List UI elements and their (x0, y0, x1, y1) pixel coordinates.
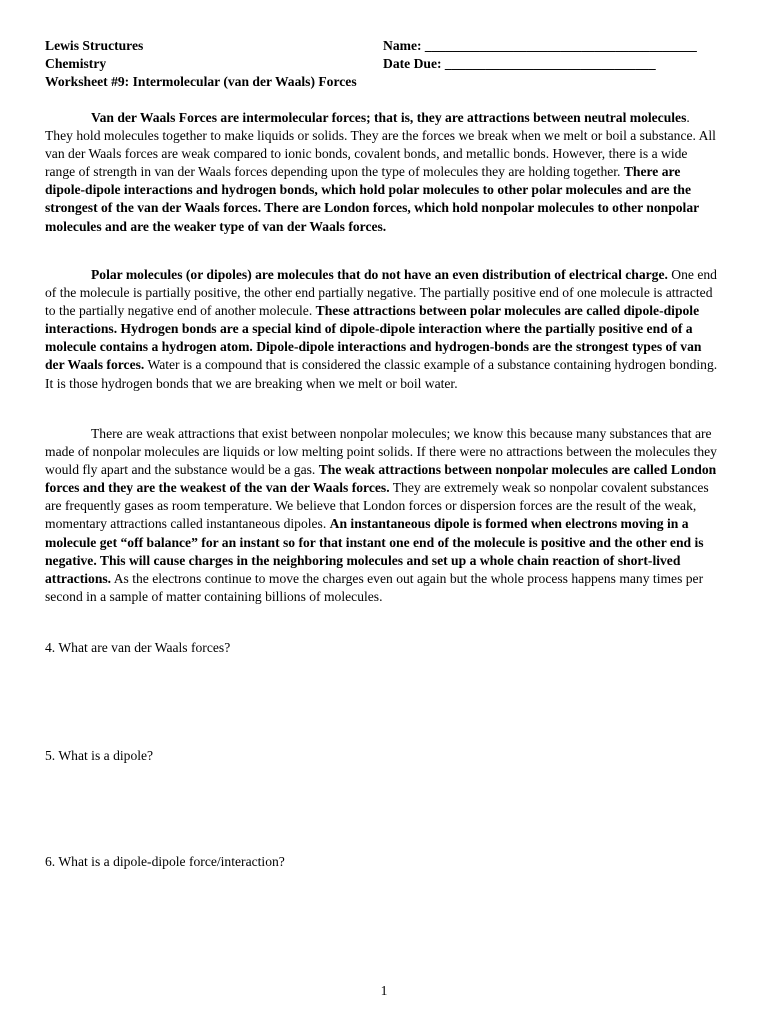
p2-water-example: Water is a compound that is considered the classic example of a substance containing hydrogen bonding. It is those hydrogen bonds that we are breaking when we melt or boil water. (45, 357, 718, 391)
date-due-field[interactable]: Date Due: _______________________________ (383, 56, 656, 71)
paragraph-polar-molecules (45, 266, 720, 393)
p1-bold-summary: There are dipole-dipole interactions and hydrogen bonds, which hold polar molecules to other polar molecules and are the strongest of the van der Waals forces. There are London forces, which hold nonpolar molecules to other nonpolar molecules and are the weaker type of van der Waals forces. (45, 164, 699, 234)
worksheet-title: Worksheet #9: Intermolecular (van der Waals) Forces (45, 74, 357, 89)
p3-conclusion: As the electrons continue to move the charges even out again but the whole process happens many times per second in a sample of matter containing billions of molecules. (45, 570, 704, 604)
p3-body: They are extremely weak so nonpolar covalent substances are frequently gases as room temperature. We believe that London forces or dispersion forces are the result of the weak, momentary attractions called instantaneous dipoles. (45, 480, 709, 532)
course-title: Lewis Structures (45, 38, 144, 53)
p2-bold-intro: Polar molecules (or dipoles) are molecules that do not have an even distribution of electrical charge. (91, 267, 668, 282)
p1-bold-intro: Van der Waals Forces are intermolecular forces; that is, they are attractions between neutral molecules (91, 110, 687, 125)
page-number: 1 (380, 983, 388, 998)
p3-intro: There are weak attractions that exist between nonpolar molecules; we know this because many substances that are made of nonpolar molecules are liquids or low melting point solids. If there were no attractions between the molecules they would fly apart and the substance would be a gas. (45, 426, 717, 478)
subject-title: Chemistry (45, 56, 107, 71)
question-6: 6. What is a dipole-dipole force/interaction? (45, 854, 285, 869)
p2-bold-definitions: These attractions between polar molecules are called dipole-dipole interactions. Hydrogen bonds are a special kind of dipole-dipole interaction where the partially positive end of a molecule contains a hydrogen atom. Dipole-dipole interactions and hydrogen-bonds are the strongest types of van der Waals forces. (45, 303, 702, 373)
p2-body: One end of the molecule is partially positive, the other end partially negative. The partially positive end of one molecule is attracted to the partially negative end of another molecule. (45, 267, 717, 319)
p1-body: . They hold molecules together to make liquids or solids. They are the forces we break when we melt or boil a substance. All van der Waals forces are weak compared to ionic bonds, covalent bonds, and metallic bonds. However, there is a wide range of strength in van der Waals forces depending upon the type of molecules they are holding together. (45, 110, 716, 180)
paragraph-van-der-waals (45, 109, 720, 236)
question-4: 4. What are van der Waals forces? (45, 640, 231, 655)
question-5: 5. What is a dipole? (45, 748, 154, 763)
p3-bold-london: The weak attractions between nonpolar molecules are called London forces and they are the weakest of the van der Waals forces. (45, 462, 717, 496)
paragraph-london-forces (45, 425, 720, 606)
p3-bold-instantaneous-dipole: An instantaneous dipole is formed when electrons moving in a molecule get “off balance” for an instant so for that instant one end of the molecule is positive and the other end is negative. This will cause charges in the neighboring molecules and set up a whole chain reaction of short-lived attractions. (45, 516, 704, 586)
name-field[interactable]: Name: ________________________________________ (383, 38, 697, 53)
